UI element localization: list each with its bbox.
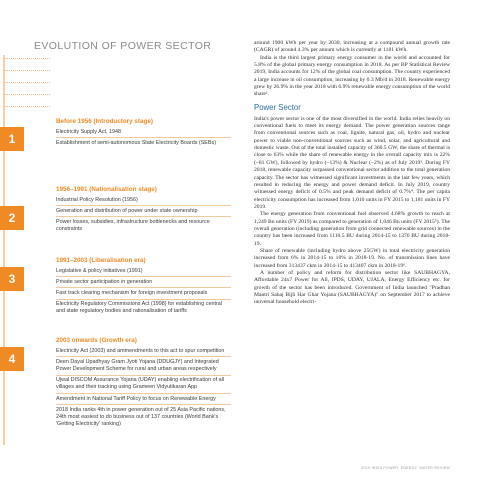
era-item: 2018 India ranks 4th in power generation out of 25 Asia Pacific nations, 24th most easiest to do business out of 137 countries (World Bank's 'Getting Electricity' ranking)	[56, 406, 226, 428]
era-items	[56, 346, 231, 430]
era-item: Electricity Act (2003) and ammendments to this act to spur competition	[56, 346, 231, 357]
era-items	[56, 127, 231, 148]
section-heading-power-sector: Power Sector	[254, 102, 301, 112]
era-item: Deen Dayal Upadhyay Gram Jyoti Yojana (DDUGJY) and Integrated Power Development Scheme for rural and urban areas respectively	[56, 357, 231, 375]
page-footer: 2019 INDIA POWER, ENERGY, WATER REVIEW	[361, 466, 450, 470]
era-item: Electricity Supply Act, 1948	[56, 127, 231, 138]
era-items	[56, 266, 231, 317]
era-heading: 1956–1991 (Nationalisation stage)	[56, 186, 157, 193]
timeline-tick	[5, 82, 50, 83]
era-number-badge: 3	[0, 267, 24, 291]
paragraph: India is the third largest primary energy consumer in the world and accounted for 5.8% of the global primary energy consumption in 2018. As per BP Statistical Review 2019, India accounts for 12% of the global coal consumption. The country experienced a large increase in oil consumption, increasing by 0.3 Mb/d in 2018. Renewable energy grew by 26.9% in the year 2018 with 6.9% renewable energy consumption of the world share².	[254, 54, 450, 98]
era-heading: 1991–2003 (Liberalisation era)	[56, 257, 146, 264]
era-item: Electricity Regulatory Commissions Act (1998) for establishing central and state regulatory bodies and rationalisation of tariffs	[56, 301, 222, 315]
paragraph: The energy generation from conventional fuel observed 4.68% growth to reach at 1,249 Bn units (FY 2019) as compared to generation of 1,046 Bn units (FY 2015⁵). The overall generation (including generation from grid connected renewable sources) in the country has been increased from 1110.5 BU during 2014-15 to 1376 BU during 2018-19.	[254, 211, 450, 247]
era-heading: 2003 onwards (Growth era)	[56, 337, 137, 344]
era-item: Power losses, subsidies, infrastructure bottlenecks and resource constraints	[56, 218, 210, 233]
era-2	[0, 186, 235, 246]
era-item: Legislative & policy initiatives (1991)	[56, 266, 231, 277]
timeline-tick	[5, 58, 50, 59]
era-1	[0, 118, 235, 173]
era-number-badge: 2	[0, 206, 24, 230]
timeline-tick	[5, 70, 50, 71]
paragraph: Share of renewable (including hydro above 25GW) in total electricity generation increased from 6% in 2014-15 to 10% in 2018-19. No. of transmission lines have increased from 313437 ckm in 2014-15 to 413407 ckm in 2018-19⁶.	[254, 247, 450, 269]
era-number-badge: 4	[0, 347, 24, 371]
timeline-tick	[5, 94, 50, 95]
era-number-badge: 1	[0, 127, 24, 151]
era-item: Generation and distribution of power under state ownership	[56, 206, 231, 217]
era-4	[0, 337, 235, 447]
era-item: Ujwal DISCOM Assurance Yojana (UDAY) enabling electrification of all villages and their tracking using Grameen Vidyutikaran App	[56, 376, 231, 394]
era-item: Private sector participation in generation	[56, 277, 231, 288]
paragraph: A number of policy and reform for distribution sector like SAUBHAGYA, Affordable 24x7 Power for All, IPDS, UDAY, UJALA, Energy Efficiency etc. for growth of the sector has been introduced. Government of India launched "Pradhan Mantri Sahaj Bijli Har Ghar Yojana (SAUBHAGYA)" on September 2017 to achieve universal household electri-	[254, 269, 450, 306]
era-item: Amendment in National Tariff Policy to focus on Renewable Energy	[56, 394, 231, 405]
era-item: Establishment of semi-autonomous State Electricity Boards (SEBs)	[56, 139, 216, 146]
era-item: Industrial Policy Resolution (1956)	[56, 195, 231, 206]
section-heading-evolution: EVOLUTION OF POWER SECTOR	[34, 40, 212, 52]
paragraph: India's power sector is one of the most diversified in the world. India relies heavily on conventional fuels to meet its energy demand. The power generation sources range from conventional sources such as coal, lignite, natural gas, oil, hydro and nuclear power to viable non-conventional sources such as wind, solar, and agricultural and domestic waste. Out of the total installed capacity of 360.5 GW, the share of thermal is close to 63% while the share of renewable energy in the overall capacity mix is 22% (~81 GW), followed by hydro (~13%) & Nuclear (~2%) as of July 2019³. During FY 2018, renewable capacity surpassed conventional sector addition to the total generation capacity. The sector has witnessed significant investments in the last few years, which resulted in reducing the energy and power demand deficit. In July 2019, country witnessed energy deficit of 0.5% and peak demand deficit of 0.7%⁴. The per capita electricity consumption has increased from 1,010 units in FY 2015 to 1,181 units in FY 2019.	[254, 115, 450, 210]
era-item: Fast track clearing mechanism for foreign investment proposals	[56, 288, 231, 299]
body-text-column	[254, 40, 450, 307]
paragraph: around 1900 kWh per year by 2030, increasing at a compound annual growth rate (CAGR) of around 4.3% per annum which is currently at 1181 kWh.	[254, 40, 450, 54]
era-items	[56, 195, 231, 235]
era-heading: Before 1956 (Introductory stage)	[56, 118, 153, 125]
timeline-tick	[5, 106, 50, 107]
